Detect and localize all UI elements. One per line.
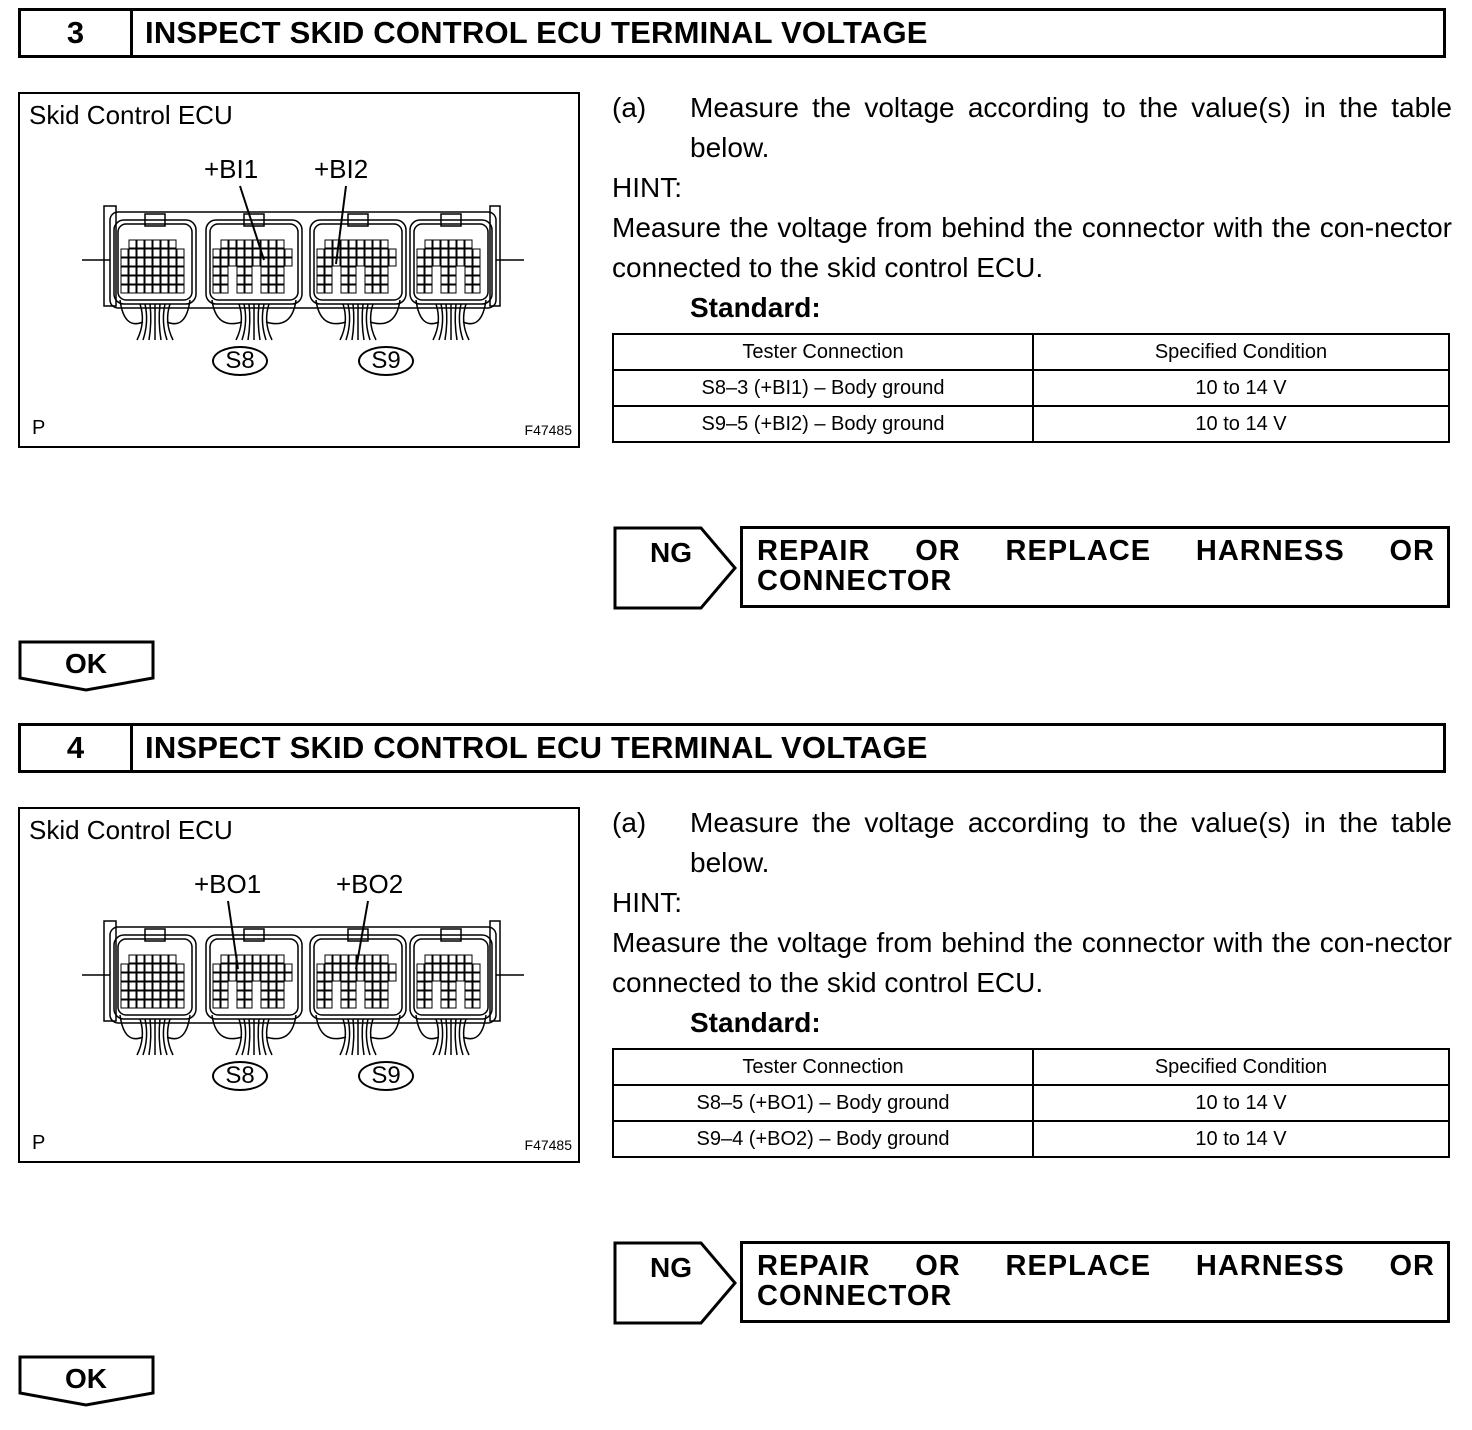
step-header (18, 723, 1446, 773)
table-cell: S9–5 (+BI2) – Body ground (613, 406, 1033, 442)
pin-label-right: +BI2 (314, 154, 369, 184)
step-item-a (612, 88, 1452, 168)
table-cell: S9–4 (+BO2) – Body ground (613, 1121, 1033, 1157)
ok-label: OK (65, 648, 107, 679)
figure-title: Skid Control ECU (29, 815, 233, 845)
hint-text: Measure the voltage from behind the connector with the con-nector connected to the skid control ECU. (612, 927, 1452, 998)
ng-action-word: OR (915, 535, 961, 567)
ng-action-word: OR (1389, 1250, 1435, 1282)
instruction-text (612, 803, 1452, 1043)
table-header-cell: Specified Condition (1033, 334, 1449, 370)
hint-label: HINT: (612, 172, 682, 203)
step-item-text: Measure the voltage according to the value(s) in the table below. (690, 92, 1452, 163)
table-cell: 10 to 14 V (1033, 1121, 1449, 1157)
specification-table (612, 1048, 1450, 1158)
ng-action-word: HARNESS (1195, 535, 1345, 567)
table-row (613, 1085, 1449, 1121)
hint-text: Measure the voltage from behind the connector with the con-nector connected to the skid control ECU. (612, 212, 1452, 283)
instruction-text (612, 88, 1452, 328)
table-cell: 10 to 14 V (1033, 406, 1449, 442)
step-item-marker: (a) (612, 92, 647, 123)
ng-action-line-2: CONNECTOR (757, 565, 953, 597)
step-title: INSPECT SKID CONTROL ECU TERMINAL VOLTAGE (145, 15, 928, 50)
ng-branch-arrow (613, 526, 739, 615)
connector-id-right: S9 (358, 1061, 414, 1091)
figure-code: F47485 (524, 422, 572, 438)
table-cell: S8–3 (+BI1) – Body ground (613, 370, 1033, 406)
ecu-connector-drawing (20, 94, 578, 446)
ng-label: NG (650, 1252, 692, 1283)
table-header-cell: Tester Connection (613, 334, 1033, 370)
step-number: 3 (21, 11, 133, 55)
connector-id-left: S8 (212, 346, 268, 376)
standard-label: Standard: (690, 292, 821, 323)
step-item-a (612, 803, 1452, 883)
ng-action-box (740, 1241, 1450, 1323)
ok-label: OK (65, 1363, 107, 1394)
ng-action-word: OR (1389, 535, 1435, 567)
table-header-row (613, 1049, 1449, 1085)
ng-action-word: REPAIR (757, 535, 871, 567)
specification-table (612, 333, 1450, 443)
ecu-connector-figure (18, 92, 580, 448)
ecu-connector-drawing (20, 809, 578, 1161)
connector-id-left: S8 (212, 1061, 268, 1091)
standard-label: Standard: (690, 1007, 821, 1038)
ok-branch-arrow (18, 1355, 158, 1412)
step-4-section (0, 715, 1472, 1430)
table-row (613, 1121, 1449, 1157)
table-cell: 10 to 14 V (1033, 370, 1449, 406)
figure-corner-mark: P (32, 1132, 46, 1154)
ng-action-word: REPLACE (1005, 535, 1152, 567)
connector-id-right: S9 (358, 346, 414, 376)
ng-action-word: REPAIR (757, 1250, 871, 1282)
step-number: 4 (21, 726, 133, 770)
figure-title: Skid Control ECU (29, 100, 233, 130)
ng-action-word: HARNESS (1195, 1250, 1345, 1282)
ok-branch-arrow (18, 640, 158, 697)
ng-branch-arrow (613, 1241, 739, 1330)
table-row (613, 370, 1449, 406)
table-row (613, 406, 1449, 442)
table-cell: S8–5 (+BO1) – Body ground (613, 1085, 1033, 1121)
ng-action-line-1 (757, 536, 1435, 566)
table-header-cell: Tester Connection (613, 1049, 1033, 1085)
ng-action-line-2: CONNECTOR (757, 1280, 953, 1312)
hint-label: HINT: (612, 887, 682, 918)
figure-code: F47485 (524, 1137, 572, 1153)
pin-label-left: +BI1 (204, 154, 259, 184)
ng-action-line-1 (757, 1251, 1435, 1281)
table-header-row (613, 334, 1449, 370)
ng-action-word: OR (915, 1250, 961, 1282)
table-cell: 10 to 14 V (1033, 1085, 1449, 1121)
pin-label-right: +BO2 (336, 869, 404, 899)
ng-action-word: REPLACE (1005, 1250, 1152, 1282)
step-title: INSPECT SKID CONTROL ECU TERMINAL VOLTAGE (145, 730, 928, 765)
ng-label: NG (650, 537, 692, 568)
table-header-cell: Specified Condition (1033, 1049, 1449, 1085)
step-item-text: Measure the voltage according to the value(s) in the table below. (690, 807, 1452, 878)
ecu-connector-figure (18, 807, 580, 1163)
pin-label-left: +BO1 (194, 869, 262, 899)
step-item-marker: (a) (612, 807, 647, 838)
step-header (18, 8, 1446, 58)
ng-action-box (740, 526, 1450, 608)
figure-corner-mark: P (32, 417, 46, 439)
